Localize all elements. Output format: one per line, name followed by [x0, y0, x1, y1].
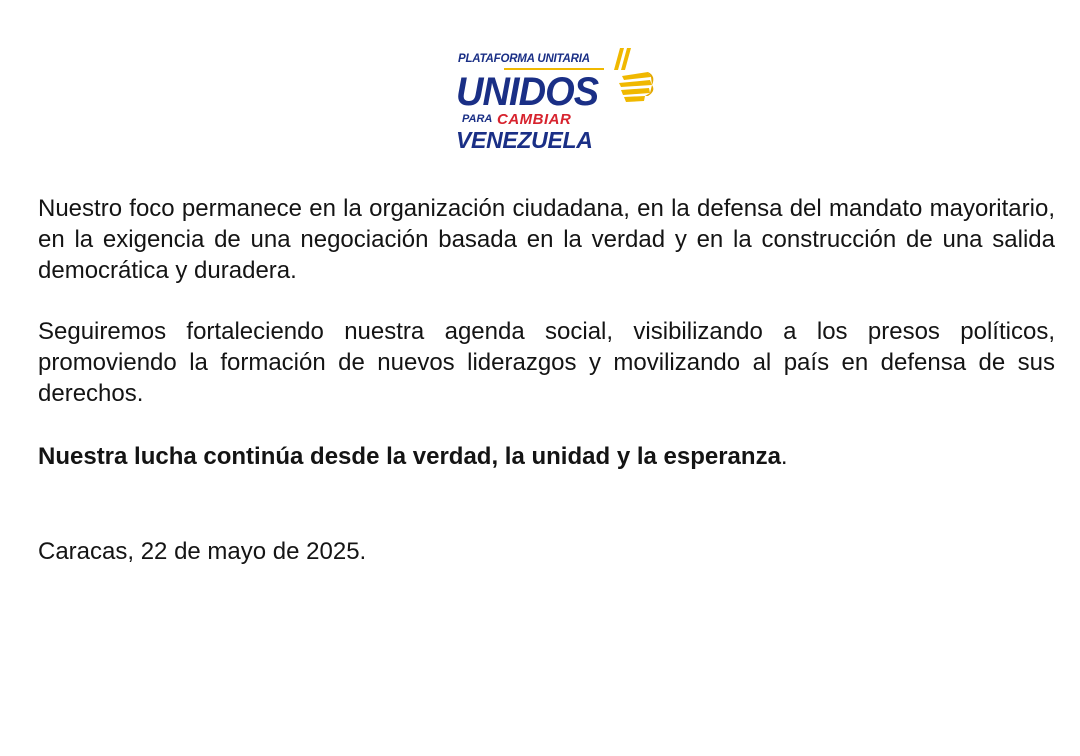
logo-cambiar-word: CAMBIAR	[497, 111, 572, 128]
place-and-date: Caracas, 22 de mayo de 2025.	[38, 538, 367, 565]
closing-statement-bold: Nuestra lucha continúa desde la verdad, la unidad y la esperanza	[38, 443, 781, 470]
logo-hand-mark-icon	[612, 44, 658, 114]
closing-statement-period: .	[780, 443, 788, 470]
logo-para-word: PARA	[462, 113, 493, 125]
closing-statement	[38, 441, 1055, 472]
plataforma-unitaria-logo	[452, 44, 662, 156]
logo-country-word: VENEZUELA	[456, 127, 593, 153]
paragraph-focus: Nuestro foco permanece en la organización ciudadana, en la defensa del mandato mayoritario, en la exigencia de una negociación basada en la verdad y en la construcción de una salida democrática y duradera.	[38, 195, 1055, 284]
logo-top-line: PLATAFORMA UNITARIA	[458, 53, 590, 65]
paragraph-agenda: Seguiremos fortaleciendo nuestra agenda social, visibilizando a los presos políticos, promoviendo la formación de nuevos liderazgos y movilizando al país en defensa de sus derechos.	[38, 318, 1055, 407]
logo-main-word: UNIDOS	[456, 70, 599, 114]
